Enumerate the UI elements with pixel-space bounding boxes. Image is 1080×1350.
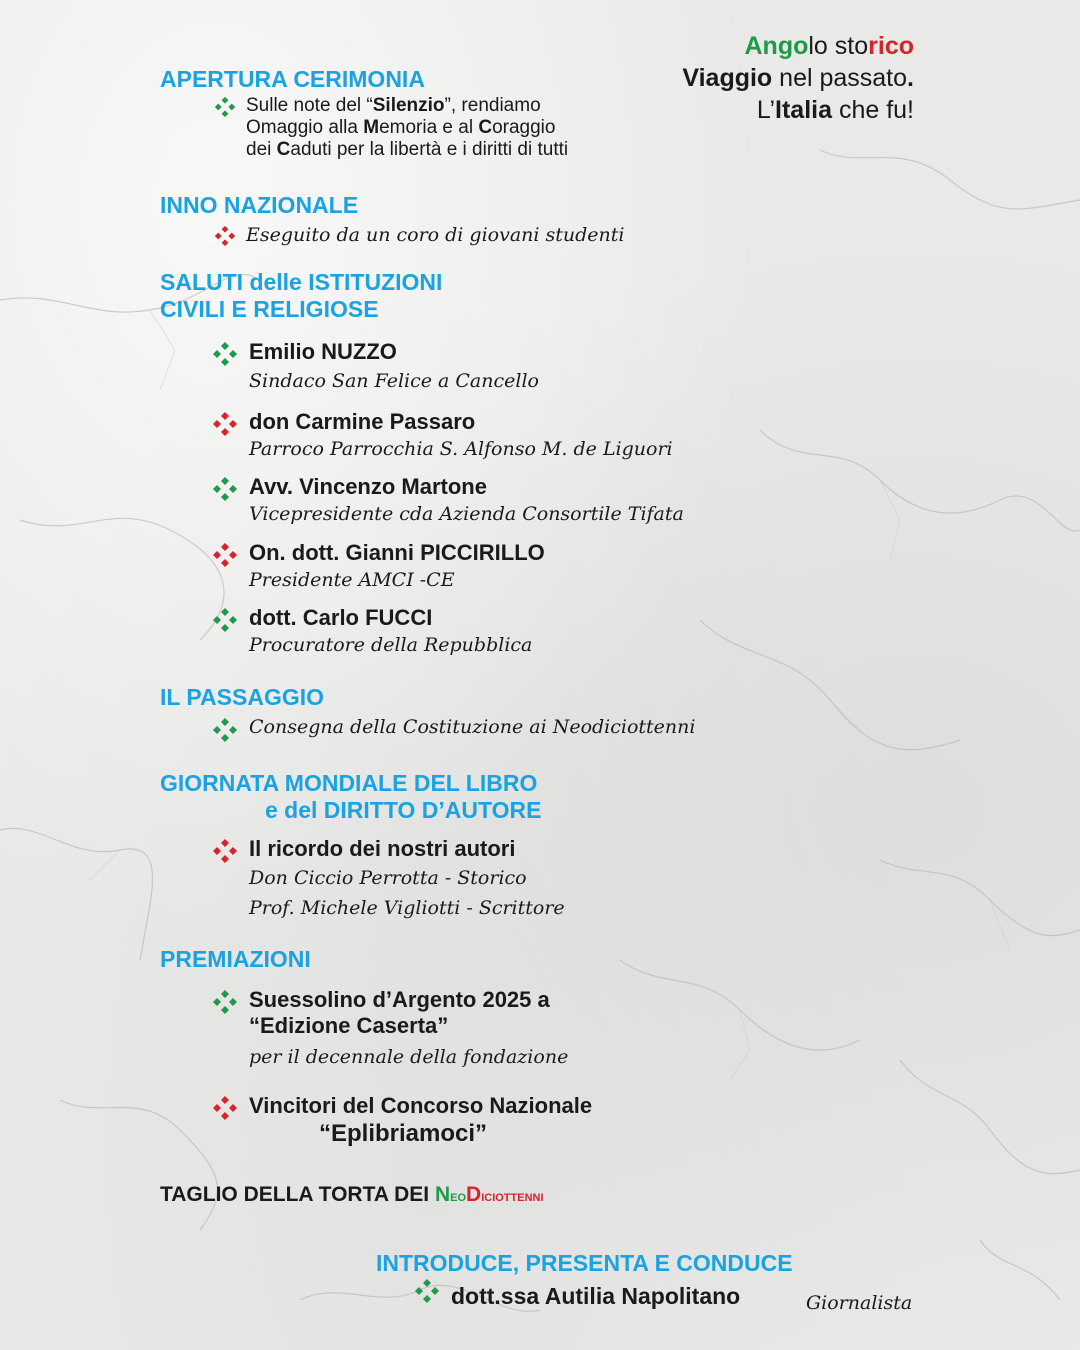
person-item [249, 409, 673, 462]
person-role: Sindaco San Felice a Cancello [249, 370, 539, 392]
person-role: Procuratore della Repubblica [249, 634, 533, 656]
person-item [249, 605, 532, 658]
angolo-storico-header [682, 30, 914, 126]
person-name: dott. Carlo FUCCI [249, 605, 433, 630]
section-saluti-title: SALUTI delle ISTITUZIONI CIVILI E RELIGIOSE [160, 269, 443, 322]
person-item [249, 339, 539, 394]
section-apertura-title: APERTURA CERIMONIA [160, 66, 425, 92]
person-name: Avv. Vincenzo Martone [249, 474, 487, 499]
premiazione-item: Vincitori del Concorso Nazionale “Eplibriamoci” [249, 1093, 593, 1147]
section-conduce-title: INTRODUCE, PRESENTA E CONDUCE [376, 1250, 793, 1276]
green-quatrefoil-bullet-icon [214, 96, 236, 118]
green-quatrefoil-bullet-icon [212, 341, 238, 367]
author-line: Don Ciccio Perrotta - Storico [249, 867, 527, 889]
person-name: Emilio NUZZO [249, 339, 397, 364]
person-role: Vicepresidente cda Azienda Consortile Tifata [249, 503, 684, 525]
section-inno-title: INNO NAZIONALE [160, 192, 359, 218]
italia-line: L’Italia che fu! [756, 96, 914, 124]
person-item [249, 474, 684, 527]
person-role: Presidente AMCI -CE [249, 569, 455, 591]
red-quatrefoil-bullet-icon [212, 542, 238, 568]
green-quatrefoil-bullet-icon [212, 717, 238, 743]
host-name: dott.ssa Autilia Napolitano [451, 1283, 741, 1309]
viaggio-line: Viaggio nel passato. [682, 64, 914, 92]
green-quatrefoil-bullet-icon [414, 1278, 440, 1304]
section-premiazioni-title: PREMIAZIONI [160, 946, 311, 972]
premiazione-role: per il decennale della fondazione [249, 1046, 569, 1068]
red-quatrefoil-bullet-icon [212, 411, 238, 437]
section-giornata-title: GIORNATA MONDIALE DEL LIBRO e del DIRITTO D’AUTORE [160, 770, 542, 823]
angolo-storico-title: Angolo storico [744, 32, 914, 60]
red-quatrefoil-bullet-icon [212, 1095, 238, 1121]
green-quatrefoil-bullet-icon [212, 989, 238, 1015]
torta-line: TAGLIO DELLA TORTA DEI NEODICIOTTENNI [160, 1183, 544, 1206]
person-name: don Carmine Passaro [249, 409, 476, 434]
green-quatrefoil-bullet-icon [212, 607, 238, 633]
red-quatrefoil-bullet-icon [212, 838, 238, 864]
person-item [249, 540, 545, 593]
premiazione-item: Suessolino d’Argento 2025 a “Edizione Caserta” per il decennale della fondazione [249, 987, 569, 1068]
author-line: Prof. Michele Vigliotti - Scrittore [249, 897, 565, 919]
authors-item [249, 836, 565, 921]
red-quatrefoil-bullet-icon [214, 225, 236, 247]
host-role: Giornalista [806, 1292, 913, 1314]
green-quatrefoil-bullet-icon [212, 476, 238, 502]
section-passaggio-title: IL PASSAGGIO [160, 684, 325, 710]
authors-item-title: Il ricordo dei nostri autori [249, 836, 516, 861]
apertura-text: Sulle note del “Silenzio”, rendiamo Omaggio alla Memoria e al Coraggio dei Caduti per la libertà e i diritti di tutti [246, 95, 569, 160]
inno-text: Eseguito da un coro di giovani studenti [246, 224, 625, 246]
passaggio-text: Consegna della Costituzione ai Neodiciottenni [249, 716, 696, 738]
person-role: Parroco Parrocchia S. Alfonso M. de Liguori [249, 438, 673, 460]
person-name: On. dott. Gianni PICCIRILLO [249, 540, 545, 565]
